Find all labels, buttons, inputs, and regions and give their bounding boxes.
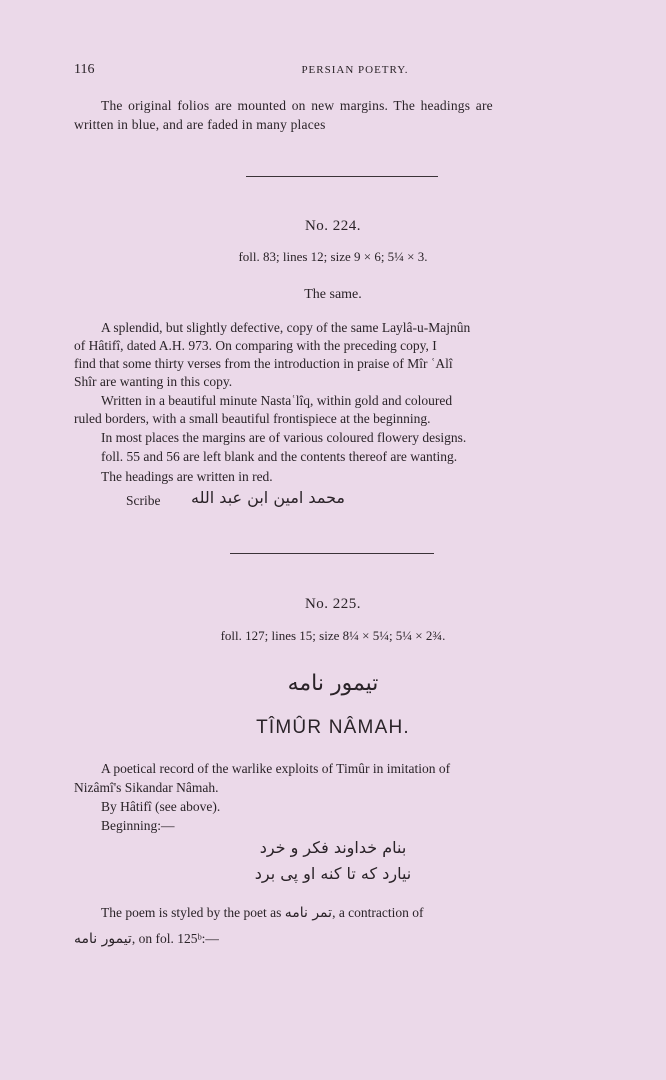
arabic-phrase: تیمور نامه [74,931,132,947]
arabic-phrase: تمر نامه [284,905,333,921]
text-run: , on fol. 125ᵇ:— [131,931,219,946]
description-line: find that some thirty verses from the introduction in praise of Mîr ʿAlî [74,356,453,371]
section-divider [230,553,434,554]
scribe-name-arabic: محمد امین ابن عبد الله [191,488,345,507]
entry-specs: foll. 127; lines 15; size 8¼ × 5¼; 5¼ × 2¾. [220,628,446,643]
description-line [74,930,219,948]
entry-heading: No. 224. [304,218,362,234]
beginning-label: Beginning:— [101,818,175,833]
entry-title: The same. [304,287,362,302]
description-line: A poetical record of the warlike exploits of Timûr in imitation of [101,761,451,776]
entry-heading: No. 225. [304,596,362,612]
entry-specs: foll. 83; lines 12; size 9 × 6; 5¼ × 3. [238,249,428,264]
entry-title: TÎMÛR NÂMAH. [256,717,410,738]
intro-line-2: written in blue, and are faded in many places [74,117,326,132]
description-line: A splendid, but slightly defective, copy of the same Laylâ-u-Majnûn [101,320,471,335]
description-line: The headings are written in red. [101,469,273,484]
persian-title: تیمور نامه [287,671,379,696]
description-line: of Hâtifî, dated A.H. 973. On comparing with the preceding copy, I [74,338,437,353]
text-run: The poem is styled by the poet as [101,905,282,920]
verse-line: بنام خداوند فکر و خرد [259,838,407,857]
description-line: Written in a beautiful minute Nastaʿlîq, within gold and coloured [101,393,453,408]
description-line: Shîr are wanting in this copy. [74,374,233,389]
description-line [101,904,424,922]
author-line: By Hâtifî (see above). [101,799,221,814]
description-line: Nizâmî's Sikandar Nâmah. [74,780,219,795]
verse-line: نیارد که تا کنه او پی برد [254,864,412,883]
description-line: ruled borders, with a small beautiful frontispiece at the beginning. [74,411,431,426]
page-number: 116 [74,62,95,77]
running-title: PERSIAN POETRY. [301,64,409,76]
scribe-label: Scribe [126,493,161,508]
description-line: foll. 55 and 56 are left blank and the contents thereof are wanting. [101,449,458,464]
text-run: , a contraction of [332,905,424,920]
description-line: In most places the margins are of various coloured flowery designs. [101,430,467,445]
section-divider [246,176,438,177]
intro-line-1: The original folios are mounted on new margins. The headings are [101,98,493,113]
